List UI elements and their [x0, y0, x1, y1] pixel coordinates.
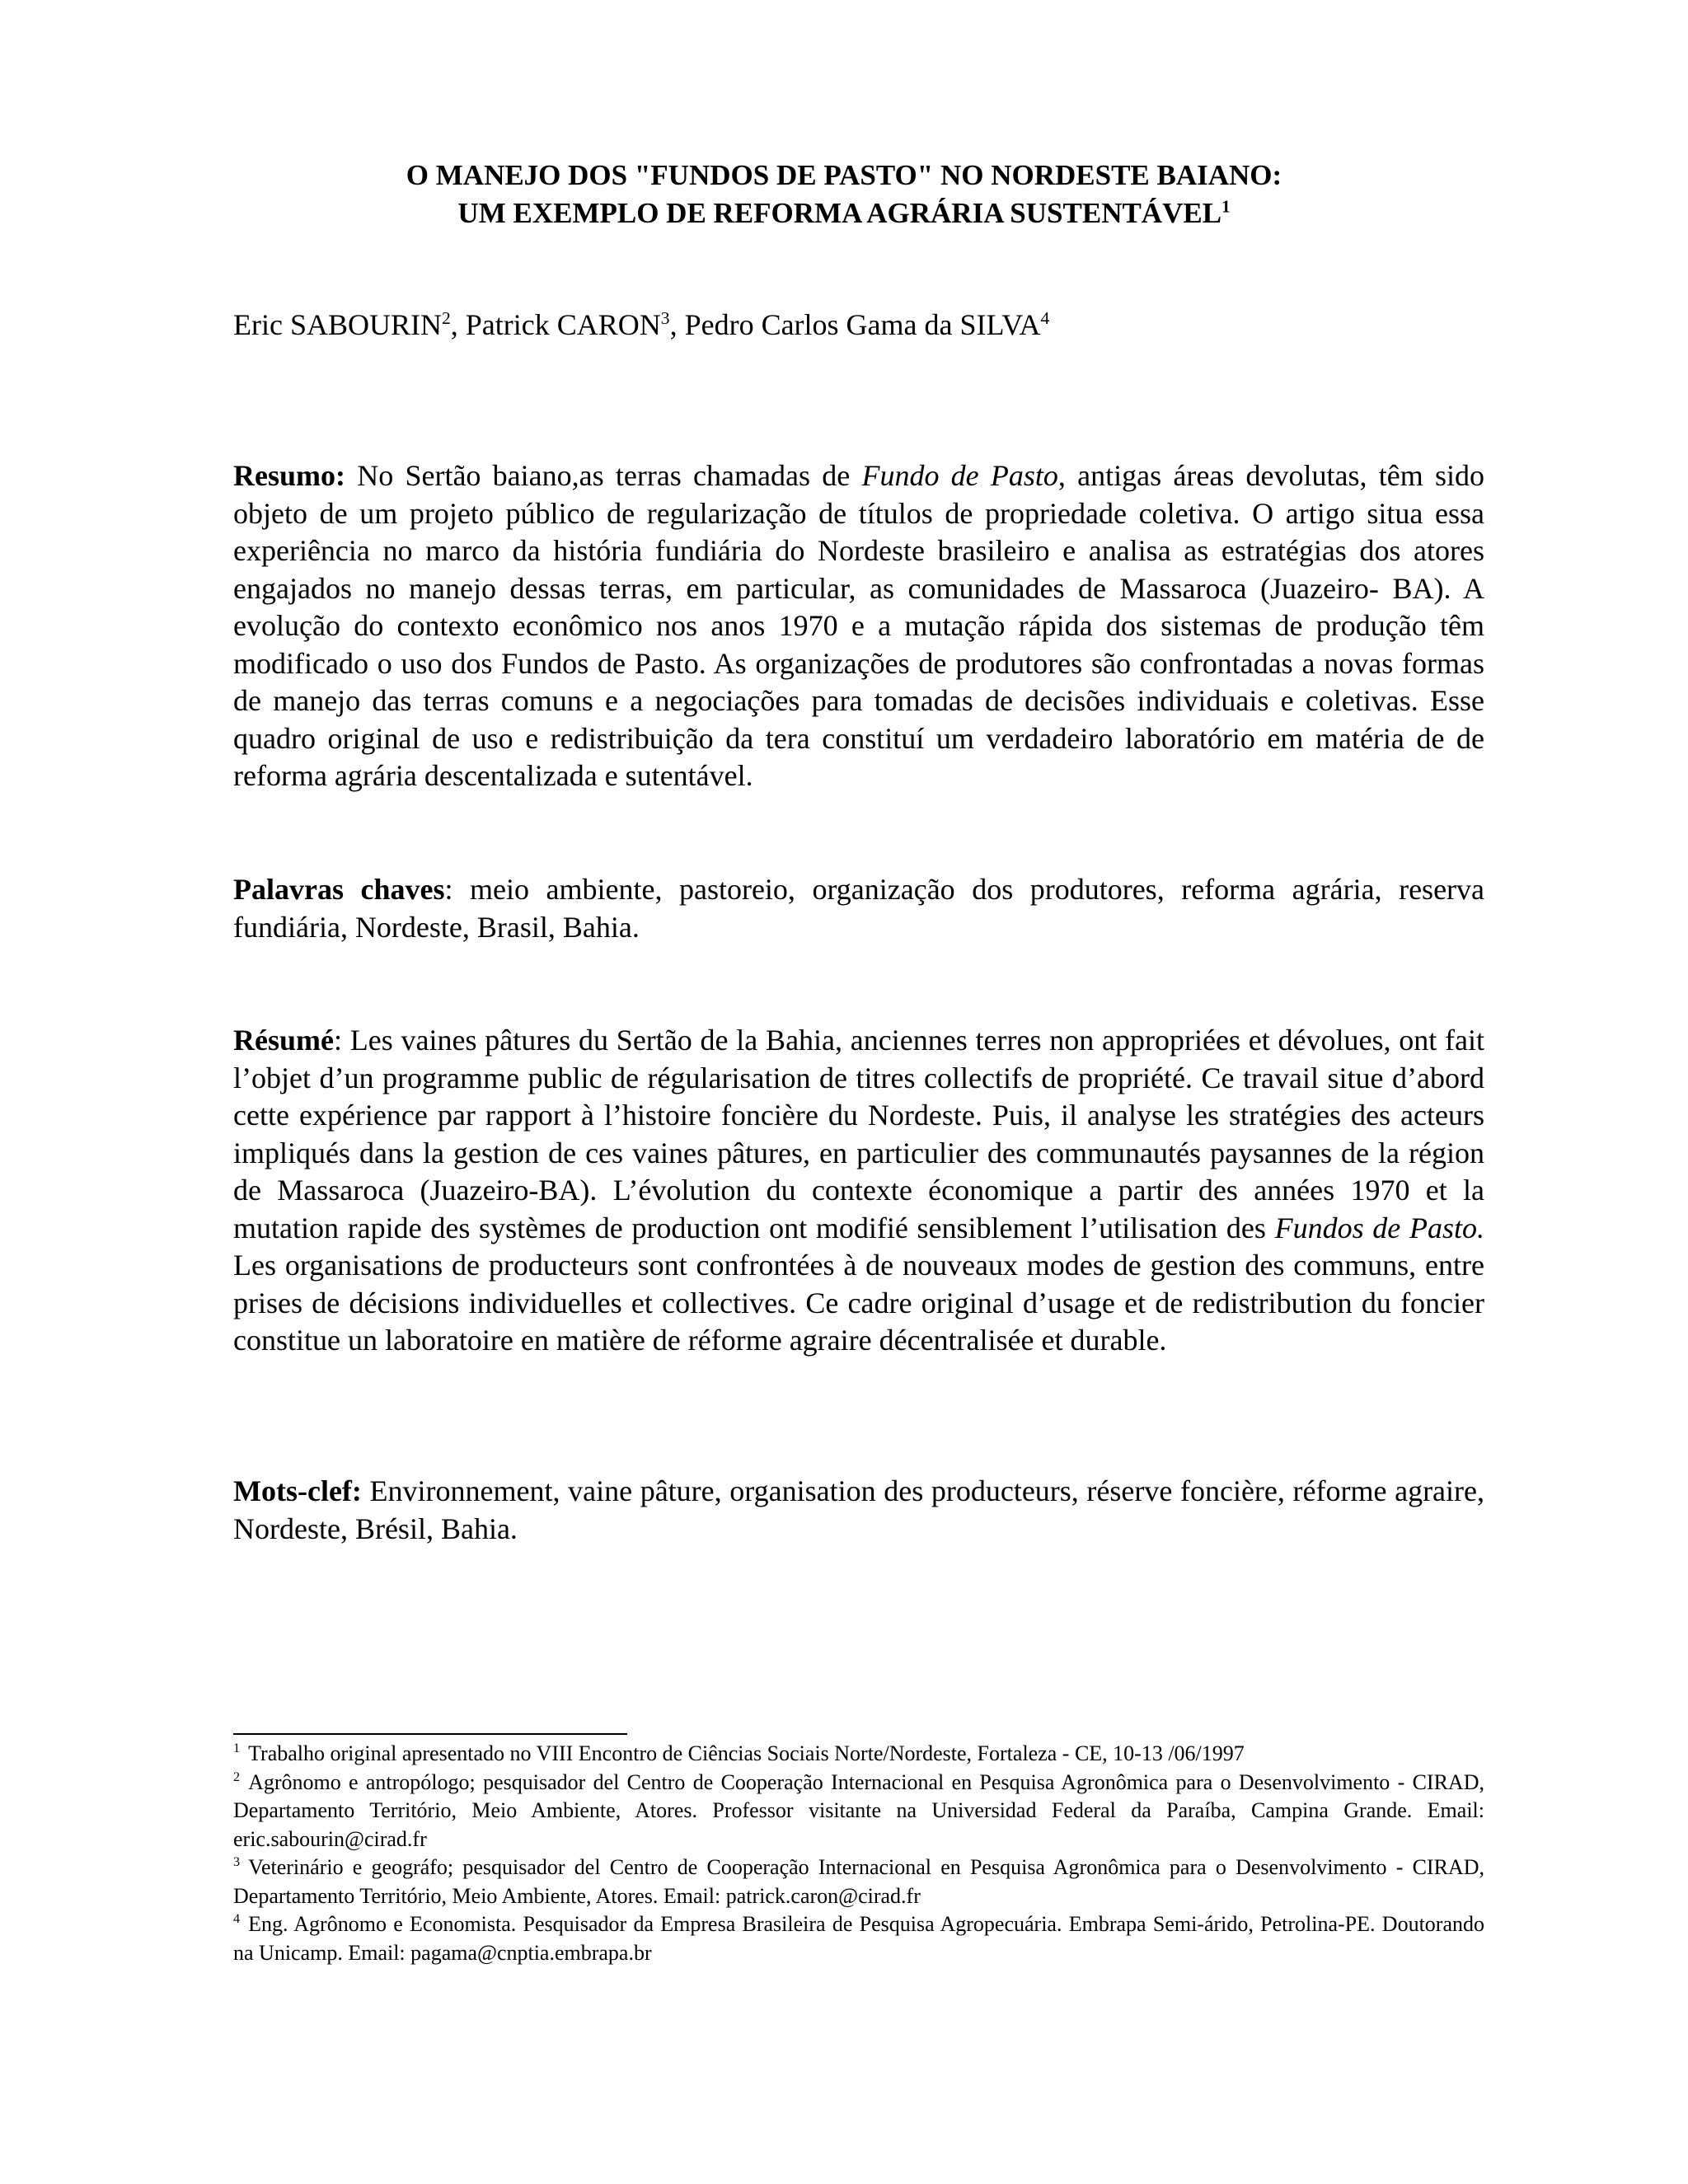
- footnote-4-text: Eng. Agrônomo e Economista. Pesquisador da Empresa Brasileira de Pesquisa Agropecuária. Embrapa Semi-árido, Petrolina-PE. Doutorando na Unicamp. Email: pagama@cnptia.embrapa.br: [233, 1912, 1484, 1965]
- footnote-3: [233, 1854, 1484, 1910]
- title-line-1: O MANEJO DOS "FUNDOS DE PASTO" NO NORDESTE BAIANO:: [406, 159, 1282, 191]
- footnote-4-number: 4: [233, 1912, 241, 1927]
- footnote-3-text: Veterinário e geográfo; pesquisador del Centro de Cooperação Internacional en Pesquisa Agronômica para o Desenvolvimento - CIRAD, Departamento Território, Meio Ambiente, Atores. Email: patrick.caron@cirad.fr: [233, 1855, 1484, 1908]
- footnote-3-number: 3: [233, 1855, 241, 1870]
- footnote-2-text: Agrônomo e antropólogo; pesquisador del Centro de Cooperação Internacional en Pesquisa Agronômica para o Desenvolvimento - CIRAD, Departamento Território, Meio Ambiente, Atores. Professor visitante na Universidad Federal da Paraíba, Campina Grande. Email: eric.sabourin@cirad.fr: [233, 1769, 1484, 1851]
- footnote-2-number: 2: [233, 1769, 241, 1784]
- abstract-fr-italic: Fundos de Pasto.: [1274, 1211, 1484, 1244]
- footnote-separator: [233, 1733, 627, 1735]
- keywords-pt-label: Palavras chaves: [233, 873, 445, 906]
- abstract-french: [233, 1022, 1484, 1360]
- keywords-fr-label: Mots-clef:: [233, 1474, 362, 1507]
- abstract-portuguese: [233, 457, 1484, 795]
- author-sabourin: Eric SABOURIN: [233, 308, 442, 341]
- author-caron-note: 3: [660, 308, 670, 328]
- keywords-pt-text: : meio ambiente, pastoreio, organização dos produtores, reforma agrária, reserva fundiária, Nordeste, Brasil, Bahia.: [233, 873, 1485, 944]
- title-line-2: [0, 194, 1688, 232]
- author-sabourin-note: 2: [441, 308, 451, 328]
- abstract-pt-label: Resumo:: [233, 459, 345, 492]
- author-silva-note: 4: [1040, 308, 1050, 328]
- title-footnote-ref: 1: [1221, 196, 1231, 217]
- abstract-pt-text-a: No Sertão baiano,as terras chamadas de: [345, 459, 862, 492]
- abstract-pt-text-b: , antigas áreas devolutas, têm sido objeto de um projeto público de regularização de títulos de propriedade coletiva. O artigo situa essa experiência no marco da história fundiária do Nordeste brasileiro e analisa as estratégias dos atores engajados no manejo dessas terras, em particular, as comunidades de Massaroca (Juazeiro- BA). A evolução do contexto econômico nos anos 1970 e a mutação rápida dos sistemas de produção têm modificado o uso dos Fundos de Pasto. As organizações de produtores são confrontadas a novas formas de manejo das terras comuns e a negociações para tomadas de decisões individuais e coletivas. Esse quadro original de uso e redistribuição da tera constituí um verdadeiro laboratório em matéria de de reforma agrária descentalizada e sutentável.: [233, 459, 1485, 792]
- keywords-portuguese: [233, 871, 1484, 946]
- abstract-fr-text-b: Les organisations de producteurs sont confrontées à de nouveaux modes de gestion des communs, entre prises de décisions individuelles et collectives. Ce cadre original d’usage et de redistribution du foncier constitue un laboratoire en matière de réforme agraire décentralisée et durable.: [233, 1249, 1484, 1357]
- abstract-fr-text-a: : Les vaines pâtures du Sertão de la Bahia, anciennes terres non appropriées et dévolues, ont fait l’objet d’un programme public de régularisation de titres collectifs de propriété. Ce travail situe d’abord cette expérience par rapport à l’histoire foncière du Nordeste. Puis, il analyse les stratégies des acteurs impliqués dans la gestion de ces vaines pâtures, en particulier des communautés paysannes de la région de Massaroca (Juazeiro-BA). L’évolution du contexte économique a partir des années 1970 et la mutation rapide des systèmes de production ont modifié sensiblement l’utilisation des: [233, 1024, 1484, 1244]
- author-list: [233, 307, 1049, 343]
- title-line-2-text: UM EXEMPLO DE REFORMA AGRÁRIA SUSTENTÁVEL: [457, 197, 1222, 229]
- footnote-2: [233, 1769, 1484, 1854]
- footnote-4: [233, 1910, 1484, 1967]
- footnotes: [233, 1740, 1484, 1967]
- abstract-fr-label: Résumé: [233, 1024, 334, 1057]
- keywords-fr-text: Environnement, vaine pâture, organisation des producteurs, réserve foncière, réforme agraire, Nordeste, Brésil, Bahia.: [233, 1474, 1484, 1545]
- author-caron: , Patrick CARON: [450, 308, 661, 341]
- footnote-1-text: Trabalho original apresentado no VIII Encontro de Ciências Sociais Norte/Nordeste, Fortaleza - CE, 10-13 /06/1997: [248, 1741, 1245, 1765]
- keywords-french: [233, 1473, 1484, 1548]
- footnote-1: [233, 1740, 1484, 1769]
- paper-title: [0, 157, 1688, 232]
- author-silva: , Pedro Carlos Gama da SILVA: [669, 308, 1041, 341]
- footnote-1-number: 1: [233, 1741, 241, 1756]
- abstract-pt-italic: Fundo de Pasto: [861, 459, 1058, 492]
